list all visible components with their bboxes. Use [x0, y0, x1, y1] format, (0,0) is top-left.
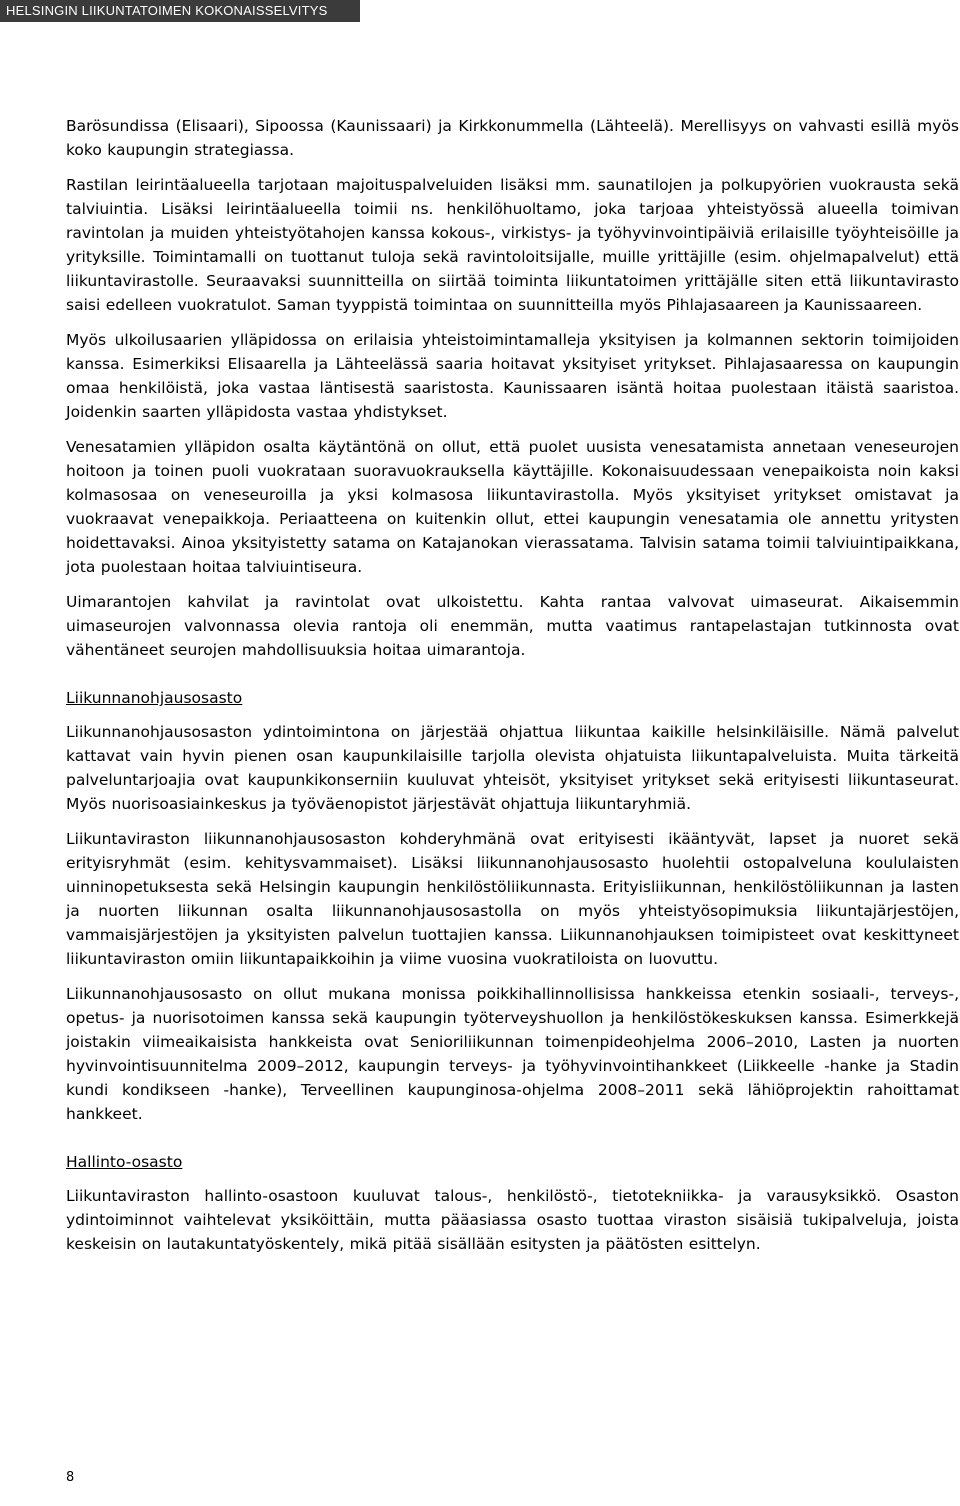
paragraph: Liikunnanohjausosaston ydintoimintona on järjestää ohjattua liikuntaa kaikille helsinkiläisille. Nämä palvelut kattavat vain hyvin pienen osan kaupunkilaisille tarjolla olevista ohjatuista liikuntapalveluista. Muita tärkeitä palveluntarjoajia ovat kaupunkikonserniin kuuluvat yhteisöt, yksityiset yritykset sekä erityisesti liikuntaseurat. Myös nuorisoasiainkeskus ja työväenopistot järjestävät ohjattuja liikuntaryhmiä.	[66, 723, 959, 813]
paragraph: Uimarantojen kahvilat ja ravintolat ovat ulkoistettu. Kahta rantaa valvovat uimaseurat. Aikaisemmin uimaseurojen valvonnassa olevia rantoja oli enemmän, mutta vaatimus rantapelastajan tutkinnosta ovat vähentäneet seurojen mahdollisuuksia hoitaa uimarantoja.	[66, 593, 959, 659]
section-heading-liikunnanohjausosasto: Liikunnanohjausosasto	[66, 689, 243, 707]
paragraph: Rastilan leirintäalueella tarjotaan majoituspalveluiden lisäksi mm. saunatilojen ja polkupyörien vuokrausta sekä talviuintia. Lisäksi leirintäalueella toimii ns. henkilöhuoltamo, joka tarjoaa yhteistyössä alueella toimivan ravintolan ja muiden yhteistyötahojen kanssa kokous-, virkistys- ja työhyvinvointipäiviä erilaisille työyhteisöille ja yrityksille. Toimintamalli on tuottanut tuloja sekä ravintoloitsijalle, muille yrittäjille (esim. ohjelmapalvelut) että liikuntavirastolle. Seuraavaksi suunnitteilla on siirtää toiminta liikuntatoimen yrittäjälle siten että liikuntavirasto saisi edelleen vuokratulot. Saman tyyppistä toimintaa on suunnitteilla myös Pihlajasaareen ja Kaunissaareen.	[66, 176, 959, 314]
paragraph: Liikuntaviraston hallinto-osastoon kuuluvat talous-, henkilöstö-, tietotekniikka- ja varausyksikkö. Osaston ydintoiminnot vaihtelevat yksiköittäin, mutta pääasiassa osasto tuottaa viraston sisäisiä tukipalveluja, joista keskeisin on lautakuntatyöskentely, mikä pitää sisällään esitysten ja päätösten esittelyn.	[66, 1187, 959, 1253]
paragraph: Liikunnanohjausosasto on ollut mukana monissa poikkihallinnollisissa hankkeissa etenkin sosiaali-, terveys-, opetus- ja nuorisotoimen kanssa sekä kaupungin työterveyshuollon ja henkilöstökeskuksen kanssa. Esimerkkejä joistakin viimeaikaisista hankkeista ovat Senioriliikunnan toimenpideohjelma 2006–2010, Lasten ja nuorten hyvinvointisuunnitelma 2009–2012, kaupungin terveys- ja työhyvinvointihankkeet (Liikkeelle -hanke ja Stadin kundi kondikseen -hanke), Terveellinen kaupunginosa-ohjelma 2008–2011 sekä lähiöprojektin rahoittamat hankkeet.	[66, 985, 959, 1123]
paragraph: Barösundissa (Elisaari), Sipoossa (Kaunissaari) ja Kirkkonummella (Lähteelä). Merellisyys on vahvasti esillä myös koko kaupungin strategiassa.	[66, 117, 959, 159]
page-number: 8	[66, 1470, 75, 1485]
paragraph: Myös ulkoilusaarien ylläpidossa on erilaisia yhteistoimintamalleja yksityisen ja kolmannen sektorin toimijoiden kanssa. Esimerkiksi Elisaarella ja Lähteelässä saaria hoitavat yksityiset yritykset. Pihlajasaaressa on kaupungin omaa henkilöistä, joka vastaa läntisestä saaristosta. Kaunissaaren isäntä hoitaa puolestaan itäistä saaristoa. Joidenkin saarten ylläpidosta vastaa yhdistykset.	[66, 331, 959, 421]
document-body	[66, 114, 959, 1267]
document-title: HELSINGIN LIIKUNTATOIMEN KOKONAISSELVITYS	[6, 3, 328, 18]
paragraph: Venesatamien ylläpidon osalta käytäntönä on ollut, että puolet uusista venesatamista annetaan veneseurojen hoitoon ja toinen puoli vuokrataan suoravuokrauksella käyttäjille. Kokonaisuudessaan venepaikoista noin kaksi kolmasosaa on veneseuroilla ja yksi kolmasosa liikuntavirastolla. Myös yksityiset yritykset omistavat ja vuokraavat venepaikkoja. Periaatteena on kuitenkin ollut, ettei kaupungin venesatamia ole annettu yritysten hoidettavaksi. Ainoa yksityistetty satama on Katajanokan vierassatama. Talvisin satama toimii talviuintipaikkana, jota puolestaan hoitaa talviuintiseura.	[66, 438, 959, 576]
document-header	[0, 0, 360, 22]
section-heading-hallinto-osasto: Hallinto-osasto	[66, 1153, 183, 1171]
paragraph: Liikuntaviraston liikunnanohjausosaston kohderyhmänä ovat erityisesti ikääntyvät, lapset ja nuoret sekä erityisryhmät (esim. kehitysvammaiset). Lisäksi liikunnanohjausosasto huolehtii ostopalveluna koululaisten uinninopetuksesta sekä Helsingin kaupungin henkilöstöliikunnasta. Erityisliikunnan, henkilöstöliikunnan ja lasten ja nuorten liikunnan osalta liikunnanohjausosastolla on myös yhteistyösopimuksia liikuntajärjestöjen, vammaisjärjestöjen ja yksityisten palvelun tuottajien kanssa. Liikunnanohjauksen toimipisteet ovat keskittyneet liikuntaviraston omiin liikuntapaikkoihin ja viime vuosina vuokratiloista on luovuttu.	[66, 830, 959, 968]
